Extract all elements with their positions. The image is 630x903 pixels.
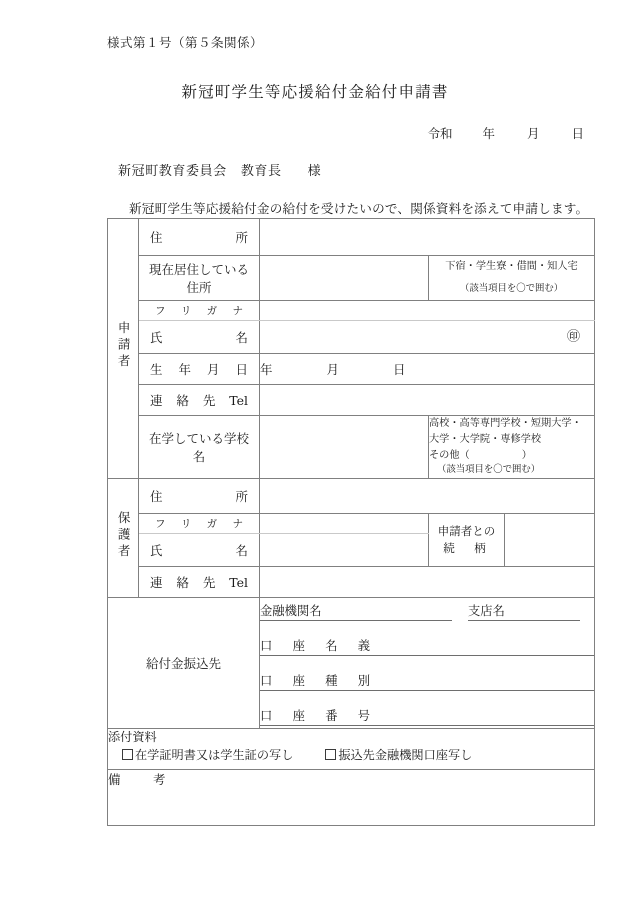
intro-statement: 新冠町学生等応援給付金の給付を受けたいので、関係資料を添えて申請します。 (129, 201, 589, 216)
bank-account-number-row (260, 706, 594, 726)
guardian-rail-label: 保護者 (116, 510, 132, 561)
remarks-label: 備 考 (108, 772, 176, 788)
applicant-birthdate-input[interactable] (260, 354, 595, 385)
guardian-section-rail (108, 479, 139, 598)
applicant-name-label-cell: 氏 名 (139, 321, 260, 354)
table-row (108, 416, 595, 479)
remarks-cell[interactable] (108, 770, 595, 826)
table-row (108, 567, 595, 598)
applicant-rail-label: 申請者 (116, 321, 132, 371)
applicant-name-input[interactable] (260, 321, 595, 354)
table-row (108, 729, 595, 770)
table-row (108, 598, 595, 729)
table-row (108, 354, 595, 385)
guardian-tel-label-cell: 連 絡 先 Tel (139, 567, 260, 598)
applicant-tel-input[interactable] (260, 385, 595, 416)
applicant-address-label-cell: 住 所 (139, 219, 260, 256)
form-number: 様式第１号（第５条関係） (107, 35, 264, 50)
housing-type-note: 下宿・学生寮・借間・知人宅 （該当項目を〇で囲む） (429, 256, 595, 301)
school-type-note: 高校・高等専門学校・短期大学・ 大学・大学院・専修学校 その他（ ） （該当項目を〇で囲む） (429, 416, 595, 479)
applicant-school-input[interactable] (260, 416, 429, 479)
guardian-furigana-input[interactable] (260, 514, 429, 534)
seal-stamp-icon: ㊞ (567, 329, 581, 345)
guardian-address-label-cell: 住 所 (139, 479, 260, 514)
application-form-table (107, 218, 595, 826)
guardian-name-label-cell: 氏 名 (139, 534, 260, 567)
addressee-honorific: 様 (307, 164, 322, 179)
applicant-school-label-cell: 在学している学校名 (139, 416, 260, 479)
guardian-relation-input[interactable] (505, 514, 595, 567)
table-row (108, 385, 595, 416)
bank-account-type-field[interactable]: 口 座 種 別 (260, 671, 594, 691)
guardian-relation-label-cell: 申請者との 続 柄 (429, 514, 505, 567)
applicant-furigana-label-cell: フ リ ガ ナ (139, 301, 260, 321)
addressee-org: 新冠町教育委員会 (118, 164, 227, 179)
bank-account-name-field[interactable]: 口 座 名 義 (260, 636, 594, 656)
guardian-name-input[interactable] (260, 534, 429, 567)
table-row (108, 256, 595, 301)
birth-month-label: 月 (326, 362, 340, 377)
bank-account-number-field[interactable]: 口 座 番 号 (260, 706, 594, 726)
applicant-current-address-input[interactable] (260, 256, 429, 301)
table-row (108, 479, 595, 514)
checkbox-icon[interactable] (122, 749, 133, 760)
table-row (108, 219, 595, 256)
attachment-option-enrollment[interactable]: 在学証明書又は学生証の写し (122, 748, 293, 762)
bank-branch-field[interactable]: 支店名 (468, 601, 580, 621)
day-label: 日 (571, 126, 584, 141)
checkbox-icon[interactable] (325, 749, 336, 760)
guardian-address-input[interactable] (260, 479, 595, 514)
table-row (108, 770, 595, 826)
applicant-address-input[interactable] (260, 219, 595, 256)
applicant-birthdate-label-cell: 生 年 月 日 (139, 354, 260, 385)
bank-institution-field[interactable]: 金融機関名 (260, 601, 452, 621)
attachments-cell (108, 729, 595, 770)
bank-account-type-row (260, 671, 594, 691)
guardian-furigana-label-cell: フ リ ガ ナ (139, 514, 260, 534)
birth-day-label: 日 (393, 362, 406, 377)
bank-details-cell (260, 598, 595, 729)
attachment-option-bankbook[interactable]: 振込先金融機関口座写し (325, 748, 472, 762)
birth-year-label: 年 (260, 362, 273, 377)
attachments-title: 添付資料 (108, 730, 157, 745)
month-label: 月 (526, 126, 540, 141)
addressee-role: 教育長 (240, 164, 282, 179)
school-other-option: その他（ ） (429, 449, 532, 461)
table-row (108, 514, 595, 534)
attachments-options (108, 747, 594, 765)
guardian-tel-input[interactable] (260, 567, 595, 598)
bank-account-name-row (260, 636, 594, 656)
date-line (427, 124, 584, 142)
applicant-section-rail (108, 219, 139, 479)
year-label: 年 (482, 126, 495, 141)
applicant-current-address-label-cell: 現在居住している住所 (139, 256, 260, 301)
page-title: 新冠町学生等応援給付金給付申請書 (181, 83, 449, 101)
bank-institution-row (260, 601, 594, 621)
applicant-furigana-input[interactable] (260, 301, 595, 321)
bank-section-label-cell: 給付金振込先 (108, 598, 260, 729)
table-row (108, 321, 595, 354)
applicant-tel-label-cell: 連 絡 先 Tel (139, 385, 260, 416)
era-label: 令和 (427, 126, 453, 141)
table-row (108, 301, 595, 321)
addressee (118, 160, 321, 179)
